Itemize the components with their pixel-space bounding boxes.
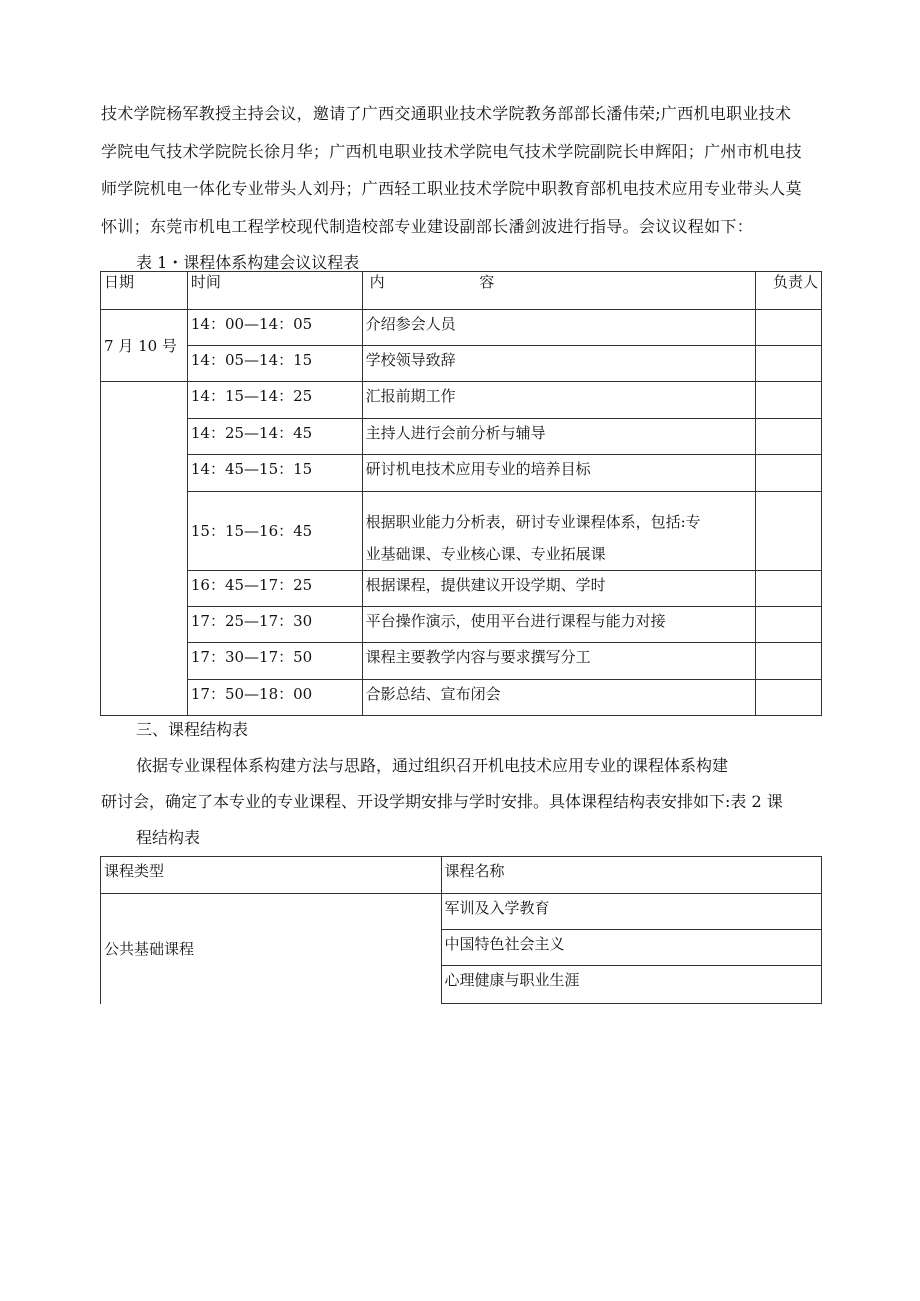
time-cell: 14：00—14：05: [187, 310, 362, 346]
table-row: [101, 643, 822, 680]
header-course-type: 课程类型: [101, 857, 442, 894]
header-content: [362, 272, 755, 310]
time-cell: 17：50—18：00: [187, 680, 362, 716]
course-group-label: 公共基础课程: [104, 940, 195, 959]
table-row: [101, 680, 822, 716]
paragraph-line: 研讨会，确定了本专业的专业课程、开设学期安排与学时安排。具体课程结构表安排如下:表 2 课: [101, 792, 783, 811]
date-cell: [101, 310, 188, 382]
table-row: [101, 382, 822, 419]
content-cell: 介绍参会人员: [362, 310, 755, 346]
course-group-cell: [101, 894, 442, 1004]
table-header-row: [101, 857, 822, 894]
course-name-cell: 军训及入学教育: [441, 894, 821, 930]
course-structure-table: [100, 856, 822, 1004]
time-cell: 15：15—16：45: [187, 492, 362, 571]
content-cell: 学校领导致辞: [362, 346, 755, 382]
table1-caption: 表 1・课程体系构建会议议程表: [136, 253, 360, 272]
paragraph-line: 程结构表: [136, 828, 201, 847]
time-cell: 17：30—17：50: [187, 643, 362, 680]
time-cell: 14：15—14：25: [187, 382, 362, 419]
table-row: [101, 310, 822, 346]
table-row: [101, 419, 822, 455]
paragraph-line: 技术学院杨军教授主持会议，邀请了广西交通职业技术学院教务部部长潘伟荣;广西机电职业技术: [101, 104, 792, 123]
content-line: 根据职业能力分析表，研讨专业课程体系，包括:专: [365, 513, 701, 531]
agenda-table: [100, 271, 822, 716]
content-cell: 根据课程，提供建议开设学期、学时: [362, 571, 755, 607]
time-cell: 17：25—17：30: [187, 607, 362, 643]
course-name-cell: 心理健康与职业生涯: [441, 966, 821, 1004]
date-value: 7 月 10 号: [104, 336, 177, 355]
owner-cell: [756, 310, 822, 346]
owner-cell: [756, 455, 822, 492]
owner-cell: [756, 382, 822, 419]
paragraph-line: 师学院机电一体化专业带头人刘丹；广西轻工职业技术学院中职教育部机电技术应用专业带头人莫: [101, 179, 802, 198]
content-cell: 研讨机电技术应用专业的培养目标: [362, 455, 755, 492]
owner-cell: [756, 680, 822, 716]
time-cell: 14：05—14：15: [187, 346, 362, 382]
content-cell: 合影总结、宣布闭会: [362, 680, 755, 716]
time-cell: 14：45—15：15: [187, 455, 362, 492]
content-cell: 平台操作演示，使用平台进行课程与能力对接: [362, 607, 755, 643]
header-content-b: 容: [479, 273, 495, 291]
header-course-name: 课程名称: [441, 857, 821, 894]
date-cell-empty: [101, 382, 188, 716]
content-cell: 主持人进行会前分析与辅导: [362, 419, 755, 455]
owner-cell: [756, 492, 822, 571]
content-cell: 课程主要教学内容与要求撰写分工: [362, 643, 755, 680]
paragraph-line: 怀训；东莞市机电工程学校现代制造校部专业建设副部长潘剑波进行指导。会议议程如下：: [101, 217, 754, 236]
table-row: [101, 346, 822, 382]
content-cell: 汇报前期工作: [362, 382, 755, 419]
header-date: 日期: [101, 272, 188, 310]
time-cell: 14：25—14：45: [187, 419, 362, 455]
owner-cell: [756, 571, 822, 607]
time-cell: 16：45—17：25: [187, 571, 362, 607]
owner-cell: [756, 607, 822, 643]
table-header-row: [101, 272, 822, 310]
header-time: 时间: [187, 272, 362, 310]
table-row: [101, 894, 822, 930]
owner-cell: [756, 346, 822, 382]
content-line: 业基础课、专业核心课、专业拓展课: [365, 545, 606, 563]
header-content-a: 内: [369, 273, 385, 291]
header-owner: 负责人: [756, 272, 822, 310]
owner-cell: [756, 643, 822, 680]
table-row: [101, 492, 822, 571]
content-cell: [362, 492, 755, 571]
table-row: [101, 607, 822, 643]
paragraph-line: 学院电气技术学院院长徐月华；广西机电职业技术学院电气技术学院副院长申辉阳；广州市机电技: [101, 142, 802, 161]
course-name-cell: 中国特色社会主义: [441, 930, 821, 966]
table-row: [101, 571, 822, 607]
paragraph-line: 依据专业课程体系构建方法与思路，通过组织召开机电技术应用专业的课程体系构建: [136, 756, 729, 775]
table-row: [101, 455, 822, 492]
owner-cell: [756, 419, 822, 455]
section-title: 三、课程结构表: [136, 720, 249, 739]
